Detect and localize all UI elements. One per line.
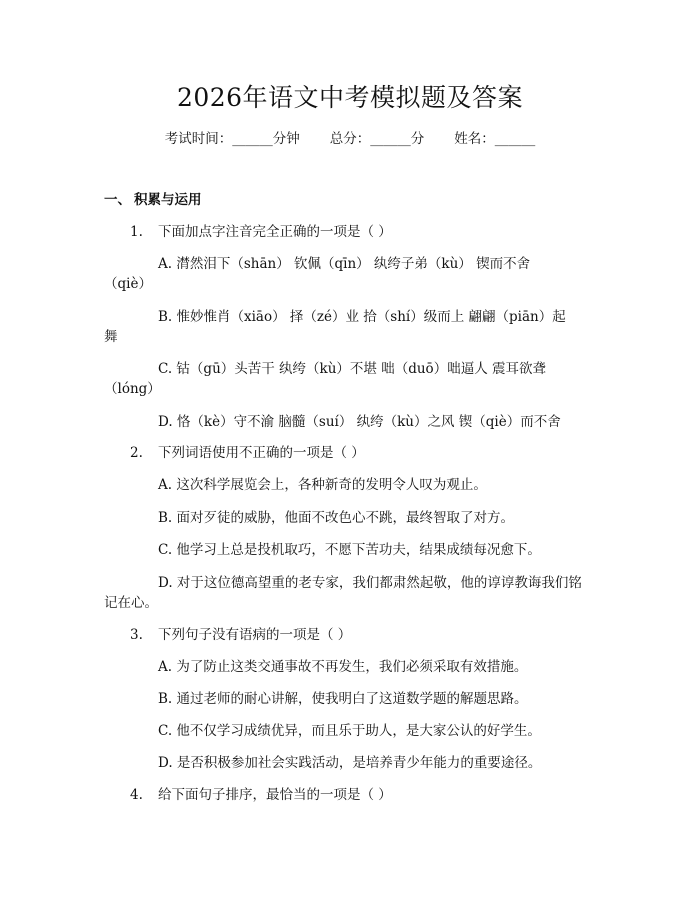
question-number: 3. xyxy=(130,627,143,643)
option-line: B. 面对歹徒的威胁，他面不改色心不跳，最终智取了对方。 xyxy=(158,510,515,526)
student-name: 姓名：______ xyxy=(454,131,536,147)
question-text: 下面加点字注音完全正确的一项是（ ） xyxy=(158,224,392,240)
document-title: 2026年语文中考模拟题及答案 xyxy=(176,83,524,112)
option-continuation: （lóng） xyxy=(104,381,161,397)
question-text: 给下面句子排序，最恰当的一项是（ ） xyxy=(158,787,392,803)
option-line: D. 恪（kè）守不渝 脑髓（suí） 纨绔（kù）之风 锲（qiè）而不舍 xyxy=(158,414,561,430)
option-line: C. 他不仅学习成绩优异，而且乐于助人，是大家公认的好学生。 xyxy=(158,723,541,739)
exam-meta xyxy=(0,129,700,149)
option-line: C. 他学习上总是投机取巧，不愿下苦功夫，结果成绩每况愈下。 xyxy=(158,542,541,558)
question-number: 2. xyxy=(130,445,143,461)
option-continuation: （qiè） xyxy=(104,276,152,292)
option-line: B. 惟妙惟肖（xiāo） 择（zé）业 拾（shí）级而上 翩翩（piān）起 xyxy=(158,309,566,325)
question-text: 下列词语使用不正确的一项是（ ） xyxy=(158,445,365,461)
question-stem xyxy=(130,443,365,463)
question-number: 4. xyxy=(130,787,143,803)
option-line: A. 为了防止这类交通事故不再发生，我们必须采取有效措施。 xyxy=(158,659,528,675)
option-line: C. 钴（gū）头苦干 纨绔（kù）不堪 咄（duō）咄逼人 震耳欲聋 xyxy=(158,361,546,377)
section-number: 一、 xyxy=(104,192,131,208)
question-stem xyxy=(130,222,392,242)
option-continuation: 记在心。 xyxy=(104,595,158,611)
option-line: D. 对于这位德高望重的老专家，我们都肃然起敬，他的谆谆教诲我们铭 xyxy=(158,575,582,591)
question-stem xyxy=(130,625,351,645)
option-line: B. 通过老师的耐心讲解，使我明白了这道数学题的解题思路。 xyxy=(158,691,528,707)
section-heading xyxy=(104,190,202,210)
question-text: 下列句子没有语病的一项是（ ） xyxy=(158,627,352,643)
question-stem xyxy=(130,785,392,805)
total-score: 总分：______分 xyxy=(329,131,425,147)
section-title: 积累与运用 xyxy=(134,192,202,208)
option-line: A. 潸然泪下（shān） 钦佩（qīn） 纨绔子弟（kù） 锲而不舍 xyxy=(158,256,531,272)
exam-time: 考试时间：______分钟 xyxy=(164,131,300,147)
option-line: D. 是否积极参加社会实践活动，是培养青少年能力的重要途径。 xyxy=(158,755,542,771)
question-number: 1. xyxy=(130,224,143,240)
option-continuation: 舞 xyxy=(104,329,118,345)
option-line: A. 这次科学展览会上，各种新奇的发明令人叹为观止。 xyxy=(158,477,487,493)
